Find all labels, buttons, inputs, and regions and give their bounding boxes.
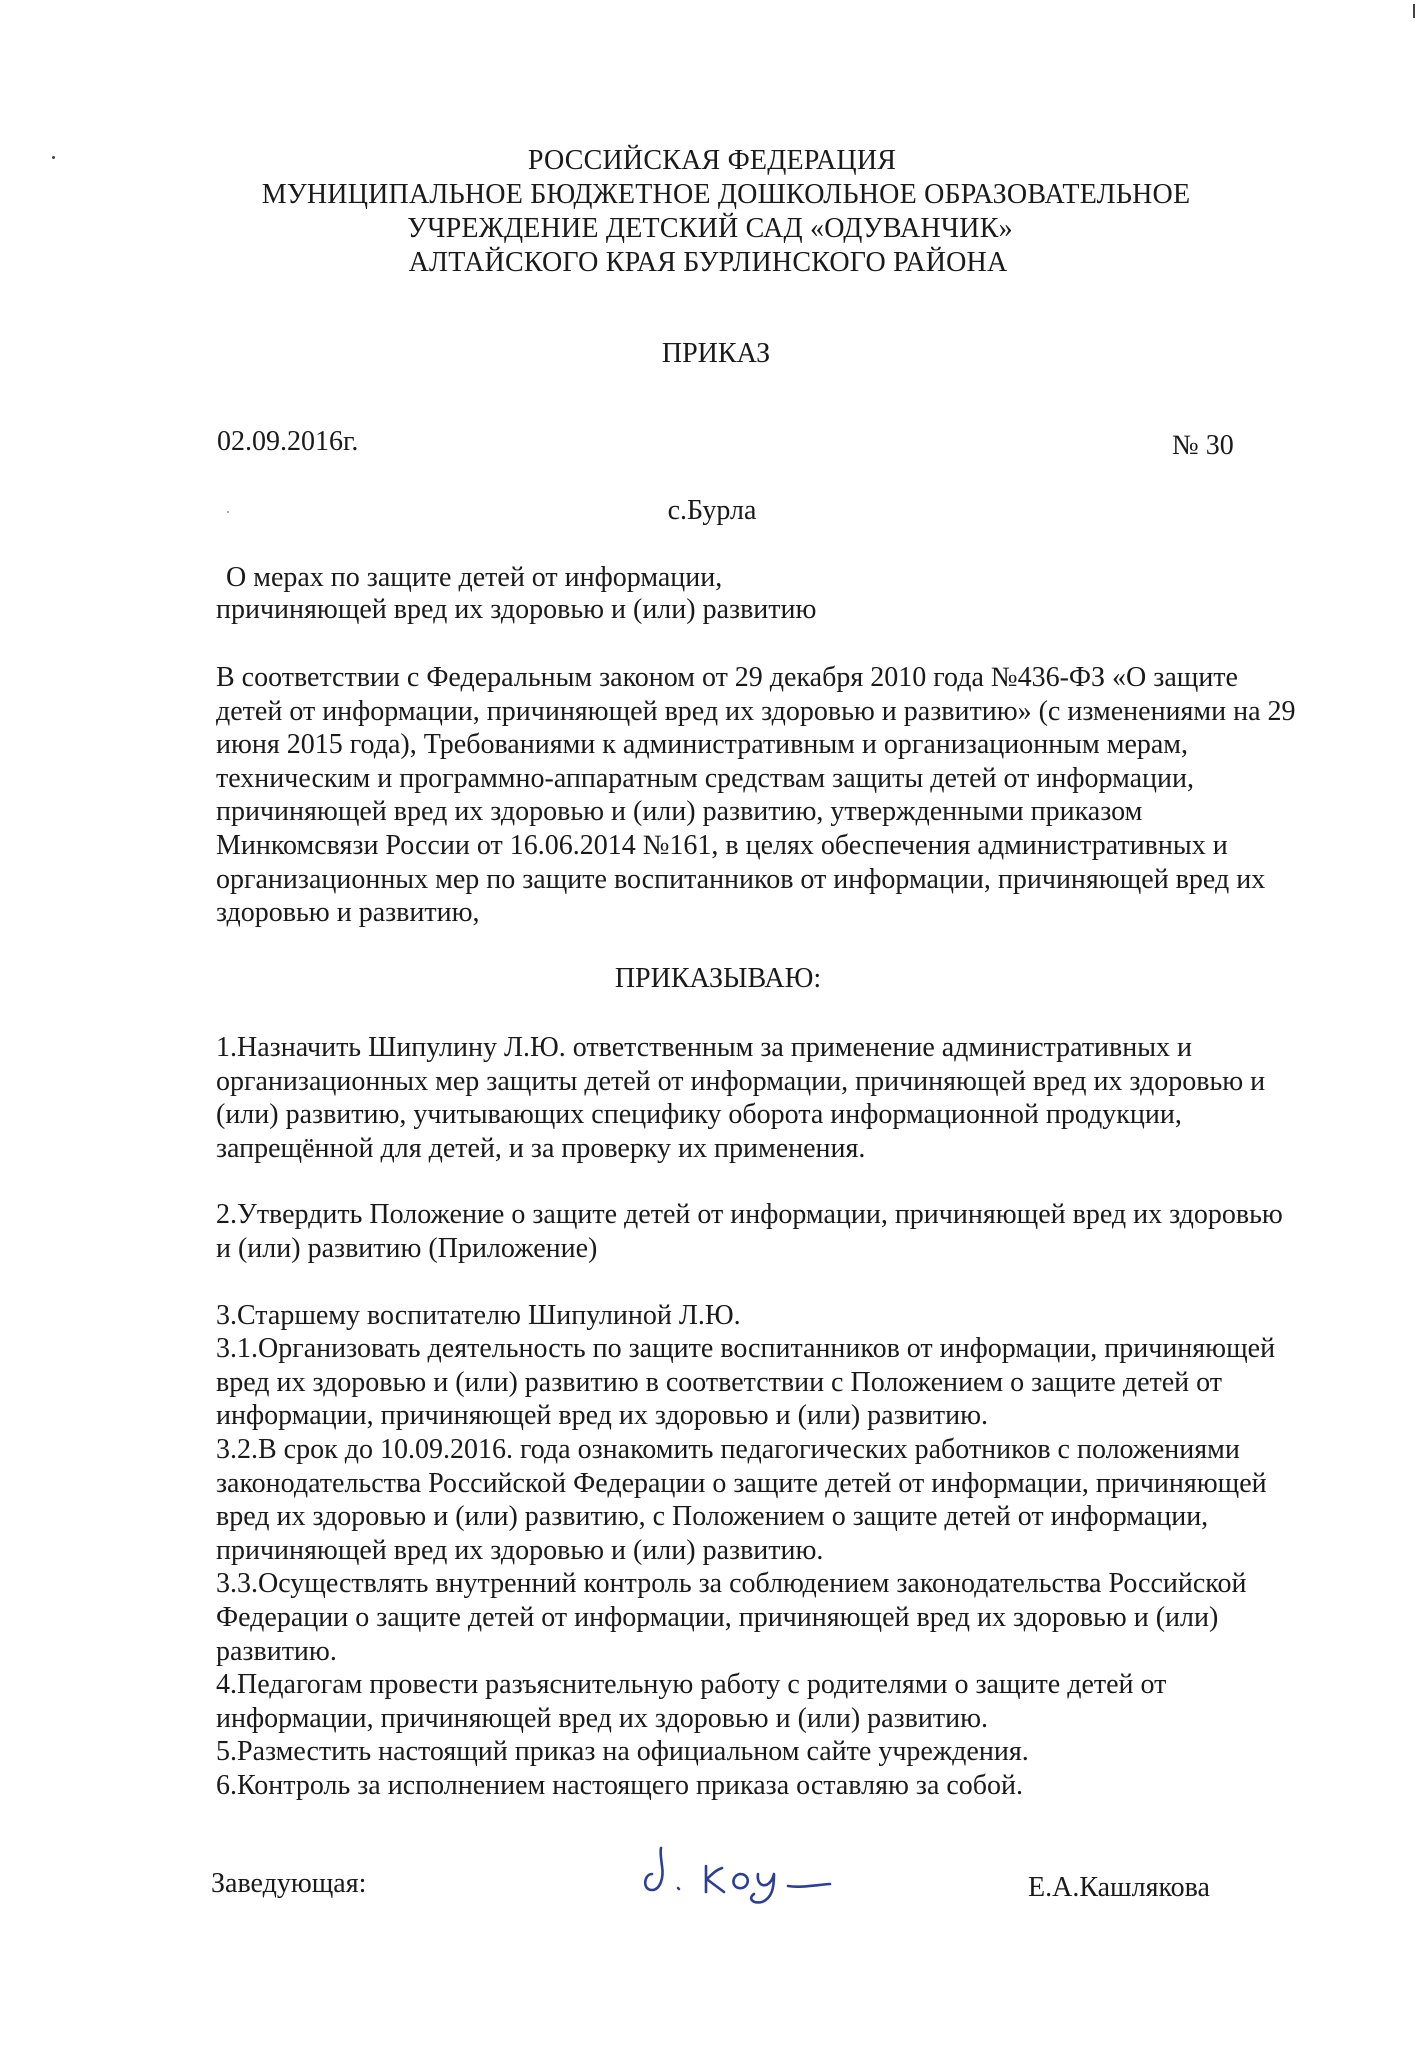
item-line: вред их здоровью и (или) развитию, с Положением о защите детей от информации, <box>216 1501 1209 1533</box>
paragraph-gap <box>216 1266 1356 1299</box>
header-line-country: РОССИЙСКАЯ ФЕДЕРАЦИЯ <box>527 145 897 176</box>
item-line: 3.1.Организовать деятельность по защите воспитанников от информации, причиняющей <box>216 1333 1276 1365</box>
signatory-role: Заведующая: <box>211 1868 367 1899</box>
item-line: 6.Контроль за исполнением настоящего приказа оставляю за собой. <box>216 1769 1024 1801</box>
signature-stroke <box>706 1866 724 1892</box>
item-line: (или) развитию, учитывающих специфику оборота информационной продукции, <box>216 1099 1182 1131</box>
header-line-institution-name: УЧРЕЖДЕНИЕ ДЕТСКИЙ САД «ОДУВАНЧИК» <box>407 213 1013 244</box>
preamble-paragraph <box>216 661 1346 930</box>
item-line: 3.3.Осуществлять внутренний контроль за соблюдением законодательства Российской <box>216 1568 1247 1600</box>
signatory-name: Е.А.Кашлякова <box>1028 1872 1210 1903</box>
signature-stroke <box>751 1874 774 1902</box>
scan-speck <box>1413 4 1415 18</box>
document-type-title: ПРИКАЗ <box>661 338 771 369</box>
preamble-line: причиняющей вред их здоровью и (или) развитию, утвержденными приказом <box>216 796 1143 828</box>
item-line: и (или) развитию (Приложение) <box>216 1232 598 1264</box>
item-line: 2.Утвердить Положение о защите детей от информации, причиняющей вред их здоровью <box>216 1199 1283 1231</box>
signature-stroke <box>788 1884 830 1887</box>
preamble-line: детей от информации, причиняющей вред их здоровью и развитию» (с изменениями на 29 <box>216 695 1296 727</box>
item-line: причиняющей вред их здоровью и (или) развитию. <box>216 1534 824 1566</box>
header-line-institution-type: МУНИЦИПАЛЬНОЕ БЮДЖЕТНОЕ ДОШКОЛЬНОЕ ОБРАЗОВАТЕЛЬНОЕ <box>261 179 1191 210</box>
document-place: с.Бурла <box>667 495 757 526</box>
preamble-line: Минкомсвязи России от 16.06.2014 №161, в целях обеспечения административных и <box>216 829 1228 861</box>
signature-stroke <box>645 1848 662 1890</box>
signature-stroke <box>678 1888 679 1889</box>
organization-header <box>0 144 1416 280</box>
subject-line: О мерах по защите детей от информации, <box>226 562 723 593</box>
item-line: законодательства Российской Федерации о защите детей от информации, причиняющей <box>216 1467 1267 1499</box>
header-line-region: АЛТАЙСКОГО КРАЯ БУРЛИНСКОГО РАЙОНА <box>408 247 1008 278</box>
item-line: информации, причиняющей вред их здоровью и (или) развитию. <box>216 1702 989 1734</box>
preamble-line: В соответствии с Федеральным законом от 29 декабря 2010 года №436-ФЗ «О защите <box>216 662 1238 693</box>
document-subject <box>216 562 816 626</box>
handwritten-signature <box>640 1836 860 1906</box>
item-line: развитию. <box>216 1635 337 1667</box>
order-command: ПРИКАЗЫВАЮ: <box>614 963 822 994</box>
document-date: 02.09.2016г. <box>217 426 359 457</box>
item-line: 4.Педагогам провести разъяснительную работу с родителями о защите детей от <box>216 1669 1167 1701</box>
item-line: 1.Назначить Шипулину Л.Ю. ответственным за применение административных и <box>216 1032 1193 1063</box>
paragraph-gap <box>216 1165 1356 1198</box>
item-line: 5.Разместить настоящий приказ на официальном сайте учреждения. <box>216 1736 1029 1768</box>
order-items <box>216 1031 1356 1802</box>
item-line: запрещённой для детей, и за проверку их применения. <box>216 1132 866 1164</box>
preamble-line: организационных мер по защите воспитанников от информации, причиняющей вред их <box>216 863 1266 895</box>
preamble-line: здоровью и развитию, <box>216 897 480 929</box>
item-line: 3.Старшему воспитателю Шипулиной Л.Ю. <box>216 1299 741 1331</box>
item-line: Федерации о защите детей от информации, причиняющей вред их здоровью и (или) <box>216 1601 1219 1633</box>
preamble-line: техническим и программно-аппаратным средствам защиты детей от информации, <box>216 762 1195 794</box>
item-line: информации, причиняющей вред их здоровью и (или) развитию. <box>216 1400 989 1432</box>
preamble-line: июня 2015 года), Требованиями к административным и организационным мерам, <box>216 729 1189 761</box>
item-line: вред их здоровью и (или) развитию в соответствии с Положением о защите детей от <box>216 1366 1223 1398</box>
signature-stroke <box>733 1874 747 1888</box>
item-line: 3.2.В срок до 10.09.2016. года ознакомить педагогических работников с положениями <box>216 1433 1240 1465</box>
document-number: № 30 <box>1172 430 1234 461</box>
item-line: организационных мер защиты детей от информации, причиняющей вред их здоровью и <box>216 1065 1266 1097</box>
subject-line: причиняющей вред их здоровью и (или) развитию <box>216 594 817 625</box>
